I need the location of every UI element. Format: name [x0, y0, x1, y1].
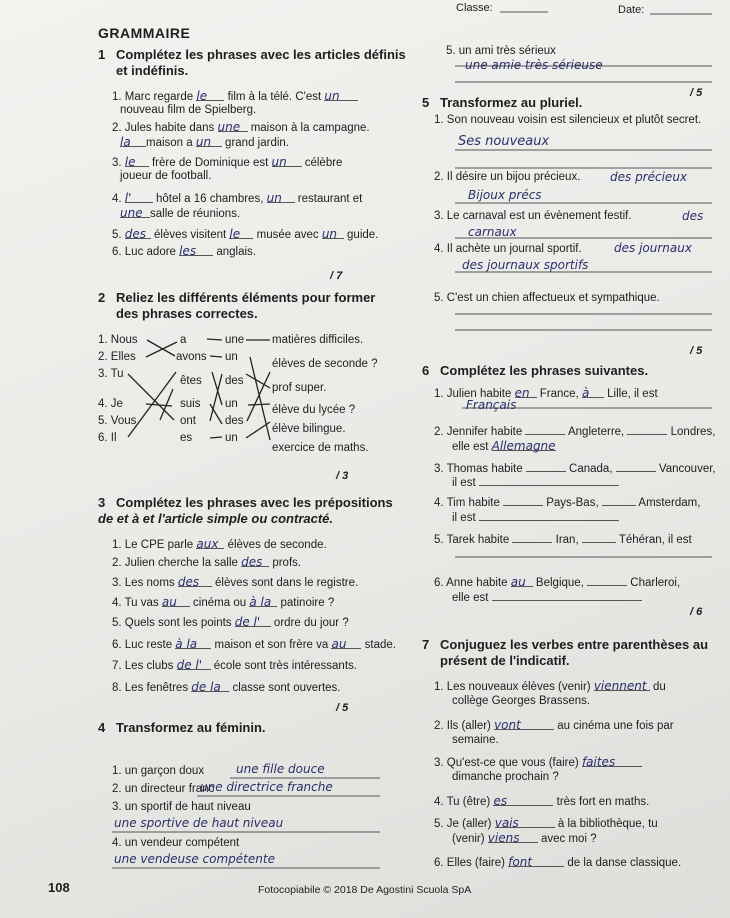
ex3-sentence-8: 8. Les fenêtres de la classe sont ouvertes.: [112, 680, 341, 694]
ex2-col1-item-4: 4. Je: [98, 398, 123, 410]
ex7-answer-4[interactable]: es: [493, 794, 508, 808]
ex3-sentence-6: 6. Luc reste à la maison et son frère va au stade.: [112, 637, 396, 651]
ex1-title-line2: et indéfinis.: [116, 63, 189, 78]
ex3-answer-8[interactable]: de la: [191, 680, 221, 694]
page-number: 108: [48, 880, 70, 895]
ex3-score: / 5: [336, 702, 349, 714]
ex2-col2-item-6: es: [180, 432, 193, 444]
ex4-score: / 5: [690, 87, 703, 99]
ex2-col1-item-2: 2. Elles: [98, 351, 136, 363]
ex5-answer-2[interactable]: des précieux: [610, 170, 688, 184]
ex7-sentence-5: 5. Je (aller) vais à la bibliothèque, tu: [434, 816, 658, 830]
ex7-sentence-2b: semaine.: [452, 734, 499, 746]
ex3-sentence-5: 5. Quels sont les points de l' ordre du jour ?: [112, 615, 349, 629]
ex2-col3-item-2: un: [225, 351, 238, 363]
ex5-answer-3[interactable]: des: [682, 209, 704, 223]
ex7-answer-5[interactable]: vais: [494, 816, 519, 830]
ex5-item-2: 2. Il désire un bijou précieux.: [434, 171, 581, 183]
ex5-answer-3b[interactable]: carnaux: [468, 225, 517, 239]
footer-copyright: Fotocopiabile © 2018 De Agostini Scuola SpA: [258, 884, 472, 896]
ex7-title-line2: présent de l'indicatif.: [440, 653, 570, 668]
ex6-answer-2[interactable]: Allemagne: [491, 439, 556, 453]
ex1-sentence-4: 4. l' hôtel a 16 chambres, un restaurant et: [112, 191, 363, 205]
ex2-col3-item-1: une: [225, 334, 245, 346]
ex6-answer-6[interactable]: au: [510, 575, 526, 589]
ex4-answer-4[interactable]: une vendeuse compétente: [114, 852, 275, 866]
ex1-sentence-3: 3. le frère de Dominique est un célèbre: [112, 155, 343, 169]
ex3-number: 3: [98, 495, 106, 510]
ex1-score: / 7: [330, 270, 343, 282]
ex6-answer-1c[interactable]: Français: [466, 398, 517, 412]
ex2-number: 2: [98, 290, 106, 305]
ex1-sentence-3b: joueur de football.: [120, 170, 212, 182]
ex6-sentence-4: 4. Tim habite Pays-Bas, Amsterdam,: [434, 494, 700, 510]
ex2-col2-item-3: êtes: [180, 375, 202, 387]
ex2-col1-item-1: 1. Nous: [98, 334, 138, 346]
ex2-col3-item-4: un: [225, 398, 238, 410]
ex2-col2-item-5: ont: [180, 415, 196, 427]
ex2-col1-item-5: 5. Vous: [98, 415, 137, 427]
ex5-item-4: 4. Il achète un journal sportif.: [434, 243, 582, 255]
ex3-title-line2: de et à et l'article simple ou contracté.: [98, 511, 334, 526]
ex4-item-4: 4. un vendeur compétent: [112, 837, 240, 849]
ex2-col2-item-4: suis: [180, 398, 201, 410]
ex3-answer-4[interactable]: au: [161, 595, 177, 609]
ex3-answer-7[interactable]: de l': [176, 658, 203, 672]
ex1-sentence-1b: nouveau film de Spielberg.: [120, 104, 257, 116]
ex3-sentence-1: 1. Le CPE parle aux élèves de seconde.: [112, 537, 327, 551]
ex2-col4-item-4: élève du lycée ?: [272, 404, 356, 416]
ex7-number: 7: [422, 637, 430, 652]
ex2-col3-item-5: des: [225, 415, 244, 427]
ex1-answer-2[interactable]: une: [217, 120, 241, 134]
ex3-sentence-7: 7. Les clubs de l' école sont très intéressants.: [112, 658, 357, 672]
ex7-answer-5b[interactable]: viens: [487, 831, 520, 845]
ex5-item-3: 3. Le carnaval est un évènement festif.: [434, 210, 632, 222]
date-label: Date:: [618, 4, 645, 16]
ex1-answer-4[interactable]: l': [124, 191, 132, 205]
ex6-number: 6: [422, 363, 430, 378]
ex7-sentence-4: 4. Tu (être) es très fort en maths.: [434, 794, 650, 808]
ex6-sentence-6b: elle est: [452, 589, 642, 605]
ex3-answer-1[interactable]: aux: [196, 537, 219, 551]
ex7-answer-2[interactable]: vont: [494, 718, 521, 732]
ex2-col4-item-3: prof super.: [272, 382, 327, 394]
ex1-answer-4c[interactable]: une: [120, 206, 143, 220]
ex7-sentence-3b: dimanche prochain ?: [452, 771, 559, 783]
ex6-sentence-3b: il est: [452, 474, 619, 490]
ex4-title: Transformez au féminin.: [116, 720, 266, 735]
ex6-sentence-2: 2. Jennifer habite Angleterre, Londres,: [434, 423, 715, 439]
ex6-sentence-6: 6. Anne habite au Belgique, Charleroi,: [434, 575, 681, 589]
section-title: GRAMMAIRE: [98, 25, 191, 41]
ex4-answer-2[interactable]: une directrice franche: [200, 780, 333, 794]
ex1-answer-1b[interactable]: un: [324, 89, 340, 103]
ex4-item-1: 1. un garçon doux: [112, 765, 205, 777]
ex7-sentence-6: 6. Elles (faire) font de la danse classique.: [434, 855, 682, 869]
ex2-col4-item-2: élèves de seconde ?: [272, 358, 378, 370]
ex2-col2-item-1: a: [180, 334, 187, 346]
ex6-sentence-4b: il est: [452, 509, 619, 525]
ex4-number: 4: [98, 720, 106, 735]
ex2-col4-item-5: élève bilingue.: [272, 423, 346, 435]
ex5-item-1: 1. Son nouveau voisin est silencieux et plutôt secret.: [434, 114, 702, 126]
ex4-item-2: 2. un directeur franc: [112, 783, 215, 795]
ex3-sentence-2: 2. Julien cherche la salle des profs.: [112, 555, 302, 569]
ex3-answer-4b[interactable]: à la: [249, 595, 272, 609]
ex3-answer-5[interactable]: de l': [234, 615, 261, 629]
ex1-answer-5b[interactable]: le: [229, 227, 241, 241]
ex4-answer-5[interactable]: une amie très sérieuse: [465, 58, 603, 72]
ex3-title-line1: Complétez les phrases avec les prépositions: [116, 495, 393, 510]
ex2-col3-item-3: des: [225, 375, 244, 387]
ex1-sentence-2b: la maison a un grand jardin.: [120, 135, 289, 149]
ex7-title-line1: Conjuguez les verbes entre parenthèses au: [440, 637, 709, 652]
ex7-sentence-3: 3. Qu'est-ce que vous (faire) faites: [434, 755, 642, 770]
ex1-answer-5[interactable]: des: [124, 227, 147, 241]
ex2-score: / 3: [336, 470, 349, 482]
ex4-answer-3[interactable]: une sportive de haut niveau: [114, 816, 284, 830]
ex2-col3-item-6: un: [225, 432, 238, 444]
ex1-answer-3[interactable]: le: [124, 155, 136, 169]
ex2-col4-item-6: exercice de maths.: [272, 442, 369, 454]
ex2-col2-item-2: avons: [176, 351, 207, 363]
ex2-title-line1: Reliez les différents éléments pour former: [116, 290, 376, 305]
ex5-answer-4b[interactable]: des journaux sportifs: [462, 258, 589, 272]
ex6-sentence-3: 3. Thomas habite Canada, Vancouver,: [434, 460, 716, 476]
ex6-score: / 6: [690, 606, 703, 618]
ex1-sentence-2: 2. Jules habite dans une maison à la campagne.: [112, 120, 370, 134]
ex3-sentence-3: 3. Les noms des élèves sont dans le registre.: [112, 575, 359, 589]
ex6-sentence-2b: elle est Allemagne: [452, 439, 556, 453]
ex1-sentence-5: 5. des élèves visitent le musée avec un guide.: [112, 227, 379, 241]
ex1-sentence-1: 1. Marc regarde le film à la télé. C'est un: [112, 89, 358, 104]
ex2-title-line2: des phrases correctes.: [116, 306, 258, 321]
ex5-answer-1[interactable]: Ses nouveaux: [458, 134, 550, 149]
ex6-sentence-5: 5. Tarek habite Iran, Téhéran, il est: [434, 531, 692, 547]
ex7-sentence-2: 2. Ils (aller) vont au cinéma une fois par: [434, 718, 674, 732]
ex5-item-5: 5. C'est un chien affectueux et sympathique.: [434, 292, 660, 304]
ex2-col1-item-3: 3. Tu: [98, 368, 124, 380]
ex6-answer-1b[interactable]: à: [581, 386, 590, 400]
ex3-answer-6[interactable]: à la: [175, 637, 198, 651]
ex5-answer-2b[interactable]: Bijoux précs: [468, 188, 542, 202]
ex1-answer-3b[interactable]: un: [271, 155, 287, 169]
ex7-sentence-1b: collège Georges Brassens.: [452, 695, 591, 707]
ex5-answer-4[interactable]: des journaux: [614, 241, 692, 255]
ex1-answer-6[interactable]: les: [179, 244, 197, 258]
ex6-answer-1[interactable]: en: [514, 386, 530, 400]
ex1-answer-4b[interactable]: un: [266, 191, 282, 205]
ex3-answer-3[interactable]: des: [177, 575, 200, 589]
ex3-sentence-4: 4. Tu vas au cinéma ou à la patinoire ?: [112, 595, 335, 609]
ex3-answer-6b[interactable]: au: [331, 637, 347, 651]
ex1-number: 1: [98, 47, 106, 62]
ex1-answer-1[interactable]: le: [196, 89, 208, 103]
ex4-item-3: 3. un sportif de haut niveau: [112, 801, 251, 813]
ex1-sentence-4b: une salle de réunions.: [120, 206, 241, 220]
ex7-sentence-5b: (venir) viens avec moi ?: [452, 831, 597, 845]
ex6-title: Complétez les phrases suivantes.: [440, 363, 649, 378]
ex7-answer-6[interactable]: font: [508, 855, 533, 869]
ex5-score: / 5: [690, 345, 703, 357]
ex2-col4-item-1: matières difficiles.: [272, 334, 364, 346]
ex1-answer-5c[interactable]: un: [321, 227, 338, 241]
ex7-answer-1[interactable]: viennent: [593, 679, 647, 693]
ex1-answer-2b[interactable]: la: [120, 135, 131, 149]
ex4-answer-1[interactable]: une fille douce: [236, 762, 325, 776]
ex1-title-line1: Complétez les phrases avec les articles définis: [116, 47, 406, 62]
ex5-number: 5: [422, 95, 430, 110]
classe-label: Classe:: [456, 2, 493, 14]
ex2-col1-item-6: 6. Il: [98, 432, 117, 444]
ex7-sentence-1: 1. Les nouveaux élèves (venir) viennent du: [434, 679, 666, 693]
ex7-answer-3[interactable]: faites: [581, 755, 616, 769]
ex4-item-5: 5. un ami très sérieux: [446, 45, 556, 57]
ex6-sentence-1: 1. Julien habite en France, à Lille, il est: [434, 386, 658, 400]
ex1-sentence-6: 6. Luc adore les anglais.: [112, 244, 256, 258]
ex3-answer-2[interactable]: des: [241, 555, 263, 569]
ex1-answer-2c[interactable]: un: [195, 135, 212, 149]
ex5-title: Transformez au pluriel.: [440, 95, 583, 110]
